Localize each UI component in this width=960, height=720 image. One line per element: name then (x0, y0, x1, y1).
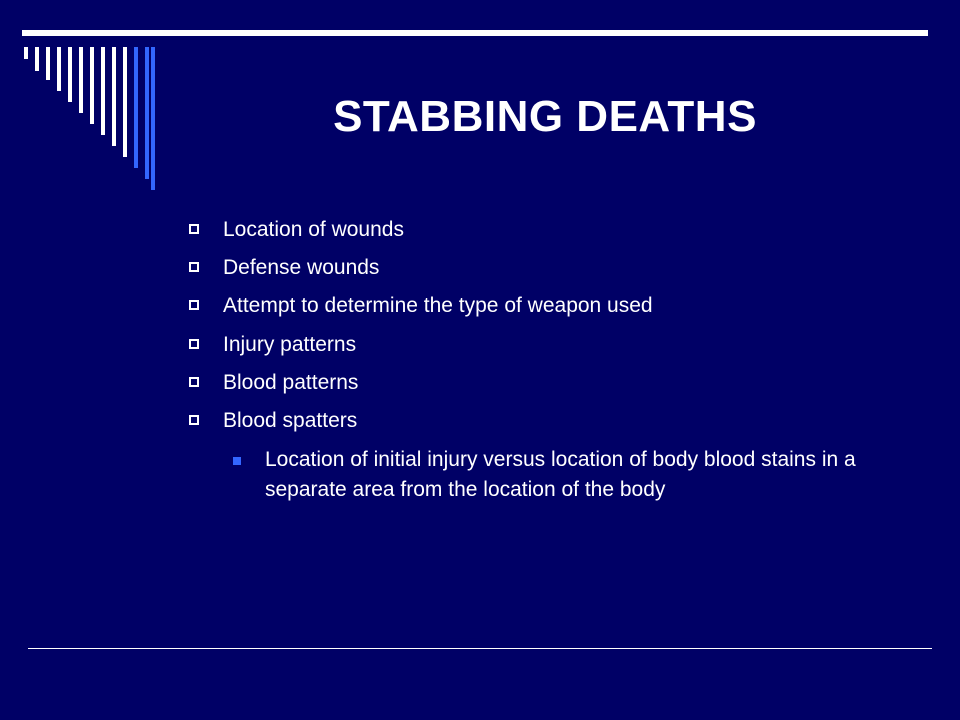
stripe (90, 47, 94, 124)
bullet-text: Location of wounds (223, 218, 404, 241)
hollow-square-icon (189, 415, 199, 425)
hollow-square-icon (189, 339, 199, 349)
sub-bullet-list (233, 445, 913, 505)
bullet-item (186, 252, 906, 284)
bullet-text: Blood spatters (223, 408, 358, 432)
bullet-item (186, 214, 906, 246)
sub-bullet-text: Location of initial injury versus location of body blood stains in a separate area from the location of the body (265, 448, 856, 501)
stripe (134, 47, 138, 168)
bottom-rule (28, 648, 932, 649)
bullet-item (186, 329, 906, 361)
stripe (112, 47, 116, 146)
filled-square-icon (233, 457, 241, 465)
hollow-square-icon (189, 300, 199, 310)
hollow-square-icon (189, 262, 199, 272)
slide-title: STABBING DEATHS (333, 92, 757, 141)
bullet-text: Blood patterns (223, 370, 359, 394)
stripe (151, 47, 155, 190)
bullet-item (186, 367, 906, 399)
bullet-list (186, 214, 906, 443)
decorative-stripes (0, 0, 170, 200)
hollow-square-icon (189, 224, 199, 234)
bullet-text: Injury patterns (223, 332, 357, 356)
sub-bullet-item (233, 445, 913, 505)
stripe (79, 47, 83, 113)
bullet-item (186, 405, 906, 437)
stripe (35, 47, 39, 71)
bullet-text: Attempt to determine the type of weapon used (223, 294, 653, 318)
stripe (57, 47, 61, 91)
stripe (68, 47, 72, 102)
stripe (24, 47, 28, 59)
hollow-square-icon (189, 377, 199, 387)
stripe (46, 47, 50, 80)
bullet-item (186, 290, 906, 322)
stripe (123, 47, 127, 157)
stripe (145, 47, 149, 179)
bullet-text: Defense wounds (223, 256, 380, 280)
stripe (101, 47, 105, 135)
